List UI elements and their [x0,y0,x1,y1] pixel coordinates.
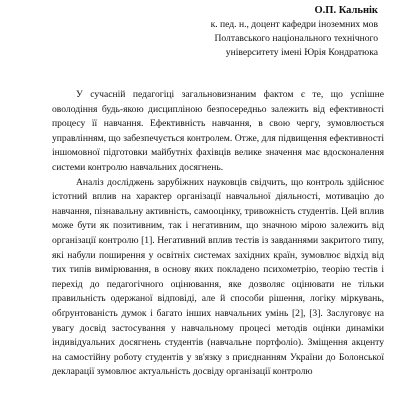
paragraph-intro: У сучасній педагогіці загальновизнаним фактом є те, що успішне оволодіння будь-якою дисципліною безпосередньо залежить від ефективності процесу її навчання. Ефективність навчання, в свою чергу, зумовлюється управлінням, що забезпечується контролем. Отже, для підвищення ефективності іншомовної підготовки майбутніх фахівців велике значення має вдосконалення системи контролю навчальних досягнень. [52,89,384,173]
paragraph-analysis: Аналіз досліджень зарубіжних науковців свідчить, що контроль здійснює істотний вплив на характер організації навчальної діяльності, мотивацію до навчання, пізнавальну активність, самооцінку, тривожність студентів. Цей вплив може бути як позитивним, так і негативним, що значною мірою залежить від організації контролю [1]. Негативний вплив тестів із завданнями закритого типу, які набули поширення у освітніх системах західних країн, зумовлює відхід від тих типів вимірювання, в основу яких покладено психометрію, теорію тестів і перехід до педагогічного оцінювання, яке дозволяє оцінювати не тільки правильність одержаної відповіді, але й способи рішення, логіку міркувань, обґрунтованість думок і багато інших навчальних умінь [2], [3]. Заслуговує на увагу досвід застосування у навчальному процесі методів оцінки динаміки індивідуальних досягнень студентів (навчальне портфоліо). Зміщення акценту на самостійну роботу студентів у зв'язку з приєднанням України до Болонської декларації зумовлює актуальність досвіду організації контролю [52,176,384,378]
author-name: О.П. Кальнік [314,5,378,16]
spacer [52,60,384,88]
affiliation-line-1: к. пед. н., доцент кафедри іноземних мов [210,19,378,30]
affiliation-line-3: університету імені Юрія Кондратюка [225,47,378,58]
affiliation-line-2: Полтавського національного технічного [214,33,378,44]
document-page [52,4,384,400]
